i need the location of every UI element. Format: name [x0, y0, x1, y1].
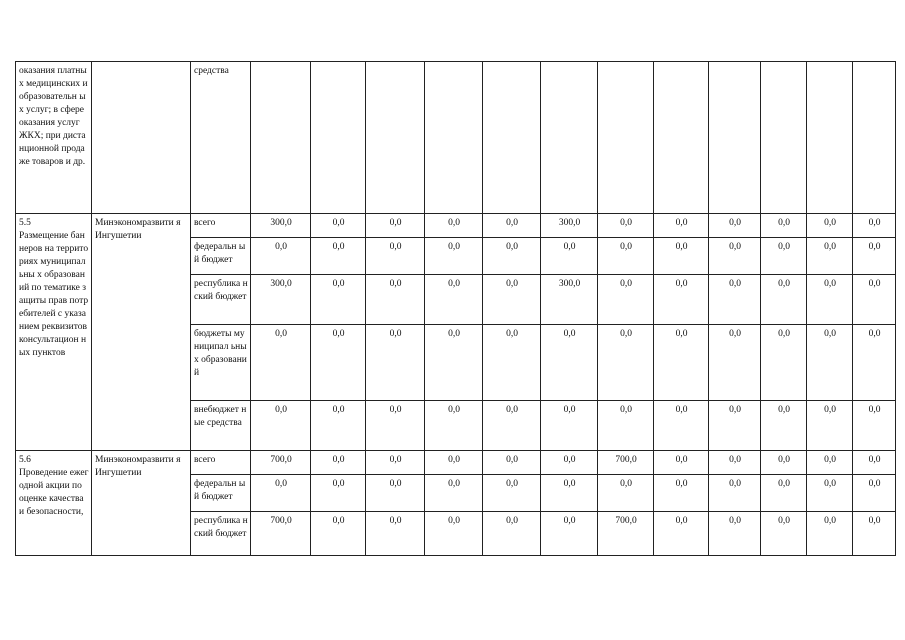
- amount-cell: 0,0: [251, 475, 311, 512]
- amount-cell: 0,0: [311, 451, 366, 475]
- measure-name: Проведение ежегодной акции по оценке качества и безопасности,: [19, 468, 89, 517]
- funding-source-cell: средства: [191, 62, 251, 214]
- amount-cell: 0,0: [598, 401, 654, 451]
- amount-cell: [654, 62, 709, 214]
- amount-cell: [598, 62, 654, 214]
- amount-cell: 0,0: [761, 475, 807, 512]
- funding-source-cell: республика нский бюджет: [191, 512, 251, 556]
- amount-cell: 0,0: [761, 214, 807, 238]
- measure-number: 5.6: [19, 455, 31, 465]
- amount-cell: 0,0: [425, 475, 483, 512]
- amount-cell: 0,0: [483, 512, 541, 556]
- measure-name-cell: [16, 62, 92, 214]
- amount-cell: 700,0: [598, 512, 654, 556]
- amount-cell: 0,0: [853, 475, 896, 512]
- amount-cell: 0,0: [251, 401, 311, 451]
- table-row: [16, 451, 896, 475]
- amount-cell: [709, 62, 761, 214]
- amount-cell: 0,0: [853, 401, 896, 451]
- executor-cell: Минэкономразвити я Ингушетии: [92, 214, 191, 451]
- amount-cell: [483, 62, 541, 214]
- amount-cell: 0,0: [709, 451, 761, 475]
- amount-cell: 300,0: [251, 214, 311, 238]
- amount-cell: 0,0: [761, 512, 807, 556]
- measure-name-cell: [16, 214, 92, 451]
- amount-cell: 0,0: [311, 214, 366, 238]
- amount-cell: 0,0: [251, 325, 311, 401]
- amount-cell: [541, 62, 598, 214]
- amount-cell: 0,0: [541, 475, 598, 512]
- amount-cell: 300,0: [541, 275, 598, 325]
- amount-cell: 0,0: [483, 275, 541, 325]
- amount-cell: 0,0: [807, 214, 853, 238]
- funding-source-cell: федеральн ый бюджет: [191, 238, 251, 275]
- funding-source-cell: внебюджет ные средства: [191, 401, 251, 451]
- amount-cell: 0,0: [853, 512, 896, 556]
- amount-cell: [366, 62, 425, 214]
- executor-cell: [92, 62, 191, 214]
- executor-cell: Минэкономразвити я Ингушетии: [92, 451, 191, 556]
- amount-cell: 0,0: [853, 325, 896, 401]
- amount-cell: 0,0: [853, 451, 896, 475]
- amount-cell: 0,0: [366, 401, 425, 451]
- amount-cell: 300,0: [541, 214, 598, 238]
- amount-cell: 0,0: [311, 238, 366, 275]
- amount-cell: 0,0: [251, 238, 311, 275]
- measure-name: Размещение баннеров на территориях муниципальны х образований по тематике защиты прав потребителей с указанием реквизитов консультацион ных пунктов: [19, 231, 89, 358]
- amount-cell: 0,0: [709, 401, 761, 451]
- amount-cell: 0,0: [598, 325, 654, 401]
- funding-source-cell: бюджеты муниципал ьных образовани й: [191, 325, 251, 401]
- amount-cell: [761, 62, 807, 214]
- amount-cell: 0,0: [483, 401, 541, 451]
- amount-cell: [853, 62, 896, 214]
- amount-cell: 0,0: [311, 275, 366, 325]
- amount-cell: 0,0: [761, 325, 807, 401]
- amount-cell: 0,0: [425, 325, 483, 401]
- amount-cell: 0,0: [541, 401, 598, 451]
- amount-cell: 0,0: [709, 238, 761, 275]
- amount-cell: 0,0: [425, 451, 483, 475]
- amount-cell: 0,0: [654, 401, 709, 451]
- amount-cell: 0,0: [709, 214, 761, 238]
- amount-cell: 0,0: [311, 401, 366, 451]
- amount-cell: 0,0: [761, 401, 807, 451]
- funding-source-cell: республика нский бюджет: [191, 275, 251, 325]
- amount-cell: 0,0: [425, 512, 483, 556]
- amount-cell: 0,0: [366, 214, 425, 238]
- amount-cell: 0,0: [425, 214, 483, 238]
- amount-cell: 0,0: [853, 238, 896, 275]
- table-body: [16, 62, 896, 556]
- amount-cell: 0,0: [425, 275, 483, 325]
- amount-cell: 0,0: [311, 325, 366, 401]
- amount-cell: [251, 62, 311, 214]
- table-row: [16, 62, 896, 214]
- amount-cell: 300,0: [251, 275, 311, 325]
- measure-name-cell: [16, 451, 92, 556]
- funding-source-cell: всего: [191, 451, 251, 475]
- amount-cell: 700,0: [251, 451, 311, 475]
- amount-cell: 0,0: [807, 451, 853, 475]
- budget-table: [15, 61, 896, 556]
- amount-cell: 0,0: [654, 275, 709, 325]
- amount-cell: 0,0: [483, 451, 541, 475]
- amount-cell: 0,0: [807, 238, 853, 275]
- amount-cell: 0,0: [311, 475, 366, 512]
- amount-cell: 0,0: [366, 451, 425, 475]
- amount-cell: [425, 62, 483, 214]
- amount-cell: 0,0: [853, 275, 896, 325]
- amount-cell: 0,0: [311, 512, 366, 556]
- measure-number: 5.5: [19, 218, 31, 228]
- amount-cell: 0,0: [366, 475, 425, 512]
- amount-cell: 700,0: [598, 451, 654, 475]
- amount-cell: 0,0: [761, 451, 807, 475]
- amount-cell: 0,0: [709, 475, 761, 512]
- amount-cell: 0,0: [853, 214, 896, 238]
- amount-cell: 0,0: [425, 401, 483, 451]
- amount-cell: 0,0: [807, 475, 853, 512]
- amount-cell: 0,0: [807, 275, 853, 325]
- amount-cell: [311, 62, 366, 214]
- amount-cell: 0,0: [709, 512, 761, 556]
- amount-cell: [807, 62, 853, 214]
- amount-cell: 0,0: [654, 238, 709, 275]
- amount-cell: 0,0: [366, 238, 425, 275]
- amount-cell: 0,0: [807, 325, 853, 401]
- amount-cell: 0,0: [483, 214, 541, 238]
- amount-cell: 0,0: [366, 275, 425, 325]
- amount-cell: 0,0: [483, 475, 541, 512]
- amount-cell: 0,0: [366, 325, 425, 401]
- funding-source-cell: всего: [191, 214, 251, 238]
- funding-source-cell: федеральн ый бюджет: [191, 475, 251, 512]
- amount-cell: 0,0: [709, 275, 761, 325]
- amount-cell: 0,0: [598, 238, 654, 275]
- amount-cell: 0,0: [807, 401, 853, 451]
- amount-cell: 700,0: [251, 512, 311, 556]
- measure-name: оказания платных медицинских и образовательн ых услуг; в сфере оказания услуг ЖКХ; при дистанционной продаже товаров и др.: [19, 66, 88, 167]
- amount-cell: 0,0: [654, 475, 709, 512]
- amount-cell: 0,0: [598, 475, 654, 512]
- amount-cell: 0,0: [761, 275, 807, 325]
- amount-cell: 0,0: [541, 238, 598, 275]
- amount-cell: 0,0: [598, 214, 654, 238]
- amount-cell: 0,0: [654, 451, 709, 475]
- amount-cell: 0,0: [541, 451, 598, 475]
- amount-cell: 0,0: [425, 238, 483, 275]
- table-row: [16, 214, 896, 238]
- amount-cell: 0,0: [761, 238, 807, 275]
- amount-cell: 0,0: [541, 325, 598, 401]
- amount-cell: 0,0: [541, 512, 598, 556]
- amount-cell: 0,0: [807, 512, 853, 556]
- amount-cell: 0,0: [598, 275, 654, 325]
- amount-cell: 0,0: [654, 325, 709, 401]
- amount-cell: 0,0: [709, 325, 761, 401]
- amount-cell: 0,0: [654, 214, 709, 238]
- amount-cell: 0,0: [483, 238, 541, 275]
- amount-cell: 0,0: [483, 325, 541, 401]
- amount-cell: 0,0: [654, 512, 709, 556]
- amount-cell: 0,0: [366, 512, 425, 556]
